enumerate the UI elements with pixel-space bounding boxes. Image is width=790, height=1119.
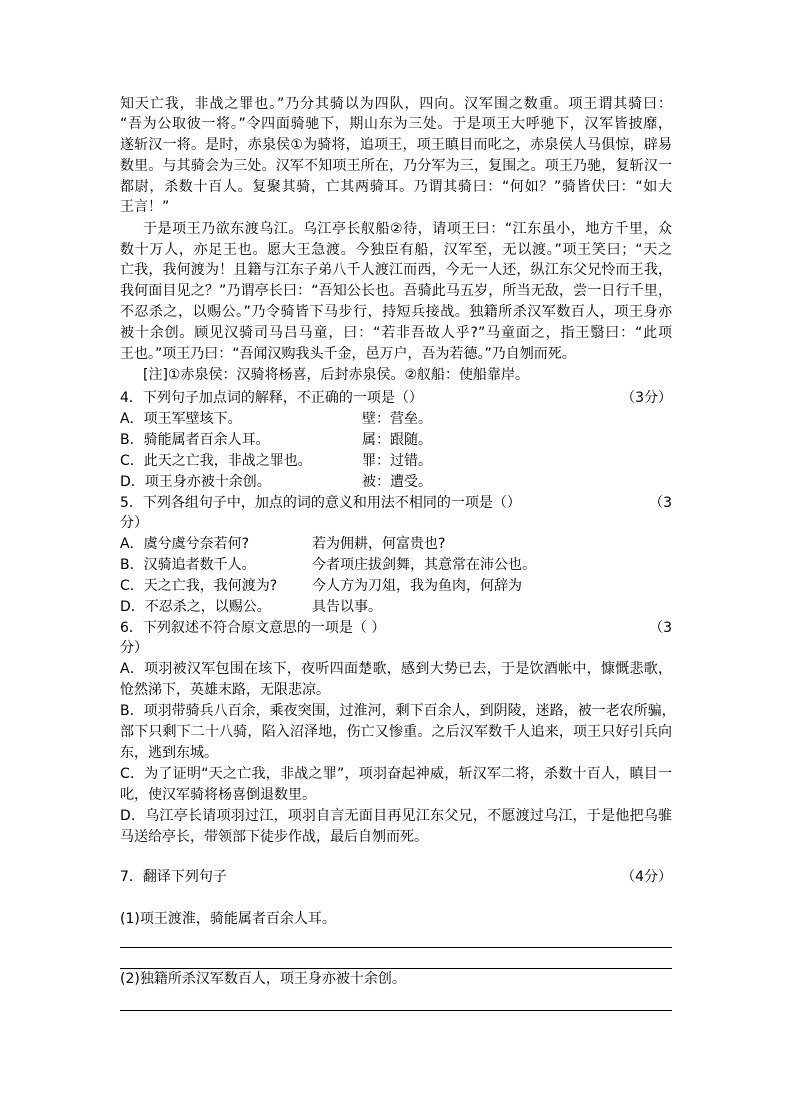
q6-option-line: 怆然涕下，英雄末路，无限悲凉。: [120, 682, 330, 698]
passage-line: 数里。与其骑会为三处。汉军不知项王所在，乃分军为三，复围之。项王乃驰，复斩汉一: [120, 158, 672, 174]
passage-line: “吾为公取彼一将。”令四面骑驰下，期山东为三处。于是项王大呼驰下，汉军皆披靡，: [120, 116, 672, 132]
translation-item: (1)项王渡淮，骑能属者百余人耳。: [120, 911, 336, 927]
q5-option: [120, 578, 672, 594]
score: （4分）: [621, 869, 672, 885]
option-gloss: 被：遭受。: [362, 474, 432, 490]
option-pair: 具告以事。: [312, 599, 382, 615]
passage-line: 遂斩汉一将。是时，赤泉侯①为骑将，追项王，项王瞋目而叱之，赤泉侯人马俱惊，辟易: [120, 137, 672, 153]
q6-option-line: 部下只剩下二十八骑，陷入沼泽地，伤亡又惨重。之后汉军数千人追来，项王只好引兵向: [120, 724, 672, 740]
passage-line: 不忍杀之，以赐公。”乃令骑皆下马步行，持短兵接战。独籍所杀汉军数百人，项王身亦: [120, 304, 672, 320]
stem-text: 7．翻译下列句子: [120, 869, 227, 885]
option-gloss: 属：跟随。: [362, 432, 432, 448]
option-text: A．项王军壁垓下。: [120, 411, 242, 427]
stem-text: 4．下列句子加点词的解释，不正确的一项是（）: [120, 390, 423, 406]
q5-option: [120, 536, 672, 552]
q4-option: [120, 474, 672, 490]
q4-option: [120, 453, 672, 469]
score: （3: [649, 495, 672, 511]
option-text: B．骑能属者百余人耳。: [120, 432, 270, 448]
passage-line: 亡我，我何渡为！且籍与江东子弟八千人渡江而西，今无一人还，纵江东父兄怜而王我，: [120, 262, 672, 278]
stem-text: 6．下列叙述不符合原文意思的一项是（ ）: [120, 620, 386, 636]
q4-option: [120, 432, 672, 448]
question-7-stem: [120, 869, 672, 885]
passage-line: 被十余创。顾见汉骑司马吕马童，曰：“若非吾故人乎?”马童面之，指王翳曰：“此项: [120, 325, 672, 341]
q6-option-line: A．项羽被汉军包围在垓下，夜听四面楚歌，感到大势已去，于是饮酒帐中，慷慨悲歌，: [120, 661, 672, 677]
q6-option-line: 叱，使汉军骑将杨喜倒退数里。: [120, 787, 316, 803]
option-text: C．此天之亡我，非战之罪也。: [120, 453, 312, 469]
passage-line: 数十万人，亦足王也。愿大王急渡。今独臣有船，汉军至，无以渡。”项王笑曰；“天之: [120, 242, 672, 258]
score: （3: [649, 620, 672, 636]
option-pair: 今人方为刀俎，我为鱼肉，何辞为: [312, 578, 522, 594]
option-text: C．天之亡我，我何渡为?: [120, 578, 278, 594]
passage-line: 王言！”: [120, 199, 170, 215]
stem-text: 5．下列各组句子中，加点的词的意义和用法不相同的一项是（）: [120, 495, 521, 511]
option-gloss: 罪：过错。: [362, 453, 432, 469]
option-gloss: 壁：营垒。: [362, 411, 432, 427]
option-pair: 若为佣耕，何富贵也?: [312, 536, 446, 552]
passage-line: 于是项王乃欲东渡乌江。乌江亭长舣船②待，请项王曰：“江东虽小，地方千里，众: [143, 221, 672, 237]
q6-option-line: 马送给亭长，带领部下徒步作战，最后自刎而死。: [120, 829, 428, 845]
q6-option-line: B．项羽带骑兵八百余，乘夜突围，过淮河，剩下百余人，到阴陵，迷路，被一老农所骗，: [120, 703, 676, 719]
option-text: D．项王身亦被十余创。: [120, 474, 271, 490]
q6-option-line: C．为了证明“天之亡我，非战之罪”，项羽奋起神威，斩汉军二将，杀数十百人，瞋目一: [120, 766, 672, 782]
score: （3分）: [621, 390, 672, 406]
score-continued: 分）: [120, 640, 148, 656]
q5-option: [120, 599, 672, 615]
passage-note: [注]①赤泉侯：汉骑将杨喜，后封赤泉侯。②舣船：使船靠岸。: [143, 367, 530, 383]
answer-line[interactable]: [120, 947, 672, 948]
question-6-stem: [120, 620, 672, 636]
q6-option-line: D．乌江亭长请项羽过江，项羽自言无面目再见江东父兄，不愿渡过乌江，于是他把乌骓: [120, 808, 672, 824]
option-pair: 今者项庄拔剑舞，其意常在沛公也。: [312, 557, 536, 573]
passage-line: 我何面目见之？”乃谓亭长曰：“吾知公长也。吾骑此马五岁，所当无敌，尝一日行千里，: [120, 283, 672, 299]
question-5-stem: [120, 495, 672, 511]
option-text: B．汉骑追者数千人。: [120, 557, 256, 573]
option-text: A．虞兮虞兮奈若何?: [120, 536, 250, 552]
option-text: D．不忍杀之，以赐公。: [120, 599, 271, 615]
score-continued: 分）: [120, 515, 148, 531]
passage-line: 知天亡我，非战之罪也。”乃分其骑以为四队，四向。汉军围之数重。项王谓其骑曰：: [120, 96, 672, 112]
q6-option-line: 东，逃到东城。: [120, 745, 218, 761]
passage-line: 王也。”项王乃曰：“吾闻汉购我头千金，邑万户，吾为若德。”乃自刎而死。: [120, 346, 576, 362]
answer-line[interactable]: [120, 1010, 672, 1011]
passage-line: 都尉，杀数十百人。复聚其骑，亡其两骑耳。乃谓其骑曰：“何如？”骑皆伏曰：“如大: [120, 179, 672, 195]
answer-line[interactable]: [120, 968, 672, 969]
q4-option: [120, 411, 672, 427]
question-4-stem: [120, 390, 672, 406]
q5-option: [120, 557, 672, 573]
translation-item: (2)独籍所杀汉军数百人，项王身亦被十余创。: [120, 971, 406, 987]
